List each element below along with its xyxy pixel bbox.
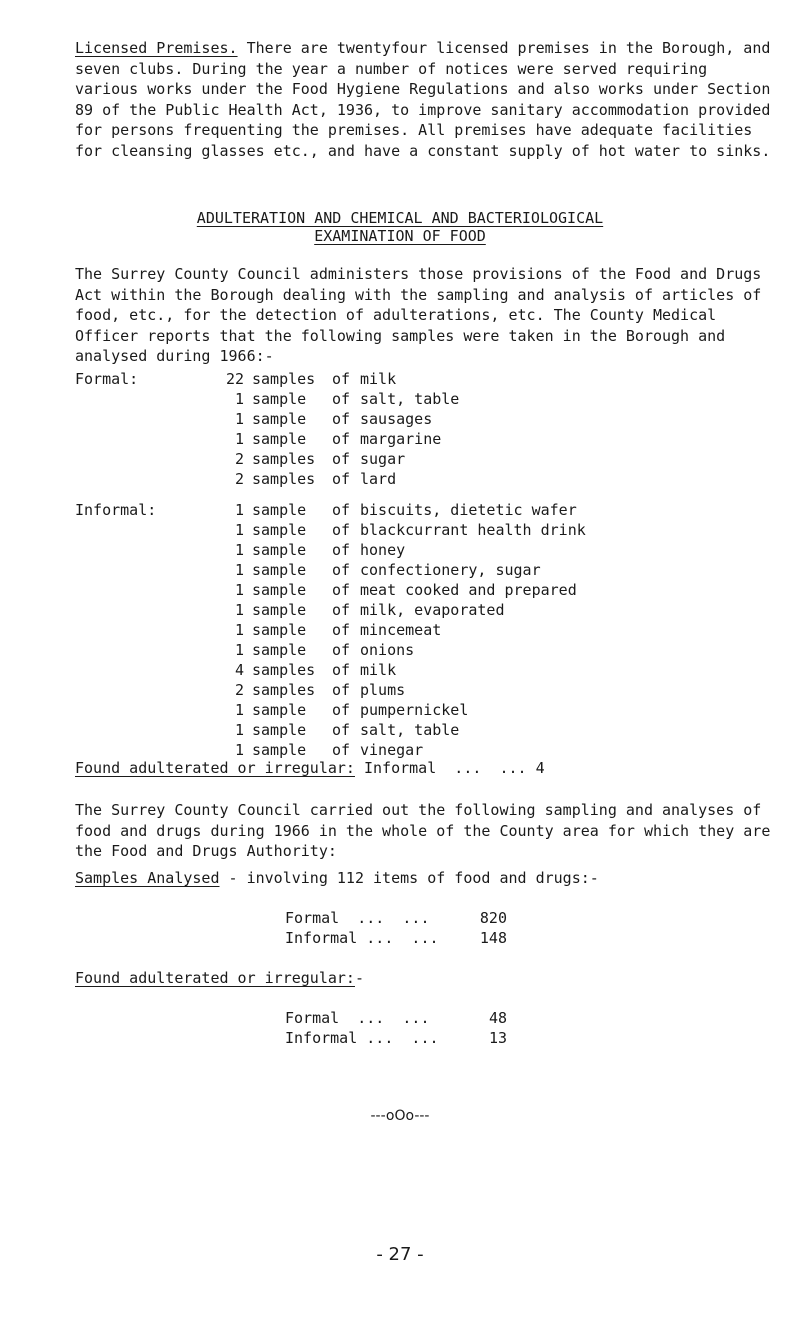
sample-count: 1 xyxy=(234,521,244,539)
sample-count: 1 xyxy=(234,390,244,408)
informal-sample-row xyxy=(75,680,586,700)
sample-item: pumpernickel xyxy=(360,701,469,719)
of-word: of xyxy=(332,521,351,539)
sample-unit: sample xyxy=(252,430,307,448)
sample-unit: sample xyxy=(252,641,307,659)
found-adulterated-totals-line: Found adulterated or irregular:- xyxy=(75,969,364,987)
informal-group-label: Informal: xyxy=(75,501,157,519)
formal-sample-row xyxy=(75,449,459,469)
informal-sample-row xyxy=(75,620,586,640)
sample-item: meat cooked and prepared xyxy=(360,581,577,599)
of-word: of xyxy=(332,581,351,599)
section-heading-line2: EXAMINATION OF FOOD xyxy=(314,227,486,245)
sample-unit: sample xyxy=(252,501,307,519)
found-adulterated-informal xyxy=(75,758,545,778)
sample-item: salt, table xyxy=(360,390,460,408)
sample-item: milk xyxy=(360,661,397,679)
sample-item: honey xyxy=(360,541,406,559)
sample-item: mincemeat xyxy=(360,621,442,639)
found-adulterated-rest: Informal ... ... xyxy=(354,759,527,777)
sample-item: sausages xyxy=(360,410,433,428)
informal-sample-row xyxy=(75,700,586,720)
sample-item: lard xyxy=(360,470,397,488)
sample-count: 1 xyxy=(234,621,244,639)
section-separator: ---oOo--- xyxy=(370,1108,430,1124)
sample-unit: sample xyxy=(252,701,307,719)
informal-sample-row xyxy=(75,540,586,560)
sample-item: sugar xyxy=(360,450,406,468)
sample-count: 4 xyxy=(234,661,244,679)
sample-item: salt, table xyxy=(360,721,460,739)
samples-analysed-rest: - involving 112 items of food and drugs:- xyxy=(219,869,599,887)
sample-item: blackcurrant health drink xyxy=(360,521,586,539)
of-word: of xyxy=(332,410,351,428)
sample-count: 1 xyxy=(234,641,244,659)
of-word: of xyxy=(332,501,351,519)
formal-sample-row xyxy=(75,409,459,429)
informal-sample-row xyxy=(75,740,586,760)
sample-count: 22 xyxy=(225,370,244,388)
informal-sample-row xyxy=(75,640,586,660)
sample-count: 1 xyxy=(234,721,244,739)
found-formal-row: Formal ... ... 48 xyxy=(285,1009,507,1027)
sample-unit: sample xyxy=(252,410,307,428)
of-word: of xyxy=(332,741,351,759)
sample-count: 1 xyxy=(234,741,244,759)
sample-unit: sample xyxy=(252,741,307,759)
of-word: of xyxy=(332,621,351,639)
sample-unit: samples xyxy=(252,661,316,679)
sample-unit: samples xyxy=(252,370,316,388)
sample-item: margarine xyxy=(360,430,442,448)
of-word: of xyxy=(332,681,351,699)
sample-unit: sample xyxy=(252,601,307,619)
sample-count: 1 xyxy=(234,581,244,599)
sample-item: confectionery, sugar xyxy=(360,561,541,579)
licensed-premises-text: There are twentyfour licensed premises in the Borough, and seven clubs. During the year a number of notices were served requiring various works under the Food Hygiene Regulations and also works under Section 89 of the Public Health Act, 1936, to improve sanitary accommodation provided for persons frequenting the premises. All premises have adequate facilities for cleansing glasses etc., and have a constant supply of hot water to sinks. xyxy=(75,39,780,160)
sample-item: plums xyxy=(360,681,406,699)
of-word: of xyxy=(332,601,351,619)
county-council-paragraph: The Surrey County Council administers those provisions of the Food and Drugs Act within the Borough dealing with the sampling and analysis of articles of food, etc., for the detection of adulterations, etc. The County Medical Officer reports that the following samples were taken in the Borough and analysed during 1966:- xyxy=(75,265,771,365)
of-word: of xyxy=(332,561,351,579)
sample-unit: sample xyxy=(252,721,307,739)
sample-count: 1 xyxy=(234,601,244,619)
sample-count: 1 xyxy=(234,501,244,519)
sample-count: 1 xyxy=(234,541,244,559)
sample-count: 2 xyxy=(234,681,244,699)
of-word: of xyxy=(332,721,351,739)
of-word: of xyxy=(332,390,351,408)
sample-unit: sample xyxy=(252,581,307,599)
section-heading-line1: ADULTERATION AND CHEMICAL AND BACTERIOLOGICAL xyxy=(196,209,604,227)
informal-sample-row xyxy=(75,500,586,520)
informal-sample-row xyxy=(75,580,586,600)
of-word: of xyxy=(332,661,351,679)
formal-samples-list xyxy=(75,369,459,489)
of-word: of xyxy=(332,541,351,559)
sample-unit: sample xyxy=(252,390,307,408)
formal-sample-row xyxy=(75,369,459,389)
informal-samples-list xyxy=(75,500,586,760)
sample-item: milk, evaporated xyxy=(360,601,505,619)
sample-unit: samples xyxy=(252,681,316,699)
sample-unit: samples xyxy=(252,450,316,468)
of-word: of xyxy=(332,701,351,719)
licensed-premises-paragraph xyxy=(75,38,780,161)
formal-sample-row xyxy=(75,469,459,489)
found-adulterated-value: 4 xyxy=(535,759,545,777)
formal-sample-row xyxy=(75,429,459,449)
sample-item: biscuits, dietetic wafer xyxy=(360,501,577,519)
sample-item: milk xyxy=(360,370,397,388)
informal-sample-row xyxy=(75,720,586,740)
informal-sample-row xyxy=(75,600,586,620)
of-word: of xyxy=(332,450,351,468)
page-number: - 27 - xyxy=(376,1244,424,1265)
samples-formal-row: Formal ... ... 820 xyxy=(285,909,507,927)
sample-unit: sample xyxy=(252,561,307,579)
of-word: of xyxy=(332,370,351,388)
county-sampling-paragraph: The Surrey County Council carried out the following sampling and analyses of food and drugs during 1966 in the whole of the County area for which they are the Food and Drugs Authority: xyxy=(75,801,780,860)
informal-sample-row xyxy=(75,520,586,540)
sample-unit: samples xyxy=(252,470,316,488)
found-adulterated-totals-label: Found adulterated or irregular: xyxy=(75,969,355,987)
formal-sample-row xyxy=(75,389,459,409)
informal-sample-row xyxy=(75,660,586,680)
informal-sample-row xyxy=(75,560,586,580)
sample-count: 2 xyxy=(234,450,244,468)
sample-count: 1 xyxy=(234,410,244,428)
sample-count: 1 xyxy=(234,430,244,448)
sample-item: onions xyxy=(360,641,415,659)
found-adulterated-label: Found adulterated or irregular: xyxy=(75,759,355,777)
samples-informal-row: Informal ... ... 148 xyxy=(285,929,507,947)
samples-analysed-label: Samples Analysed xyxy=(75,869,220,887)
licensed-premises-heading: Licensed Premises. xyxy=(75,39,238,57)
sample-item: vinegar xyxy=(360,741,424,759)
of-word: of xyxy=(332,470,351,488)
of-word: of xyxy=(332,430,351,448)
samples-analysed-line xyxy=(75,868,599,888)
formal-group-label: Formal: xyxy=(75,370,139,388)
sample-unit: sample xyxy=(252,621,307,639)
sample-count: 1 xyxy=(234,561,244,579)
sample-unit: sample xyxy=(252,521,307,539)
of-word: of xyxy=(332,641,351,659)
found-informal-row: Informal ... ... 13 xyxy=(285,1029,507,1047)
sample-unit: sample xyxy=(252,541,307,559)
sample-count: 1 xyxy=(234,701,244,719)
sample-count: 2 xyxy=(234,470,244,488)
